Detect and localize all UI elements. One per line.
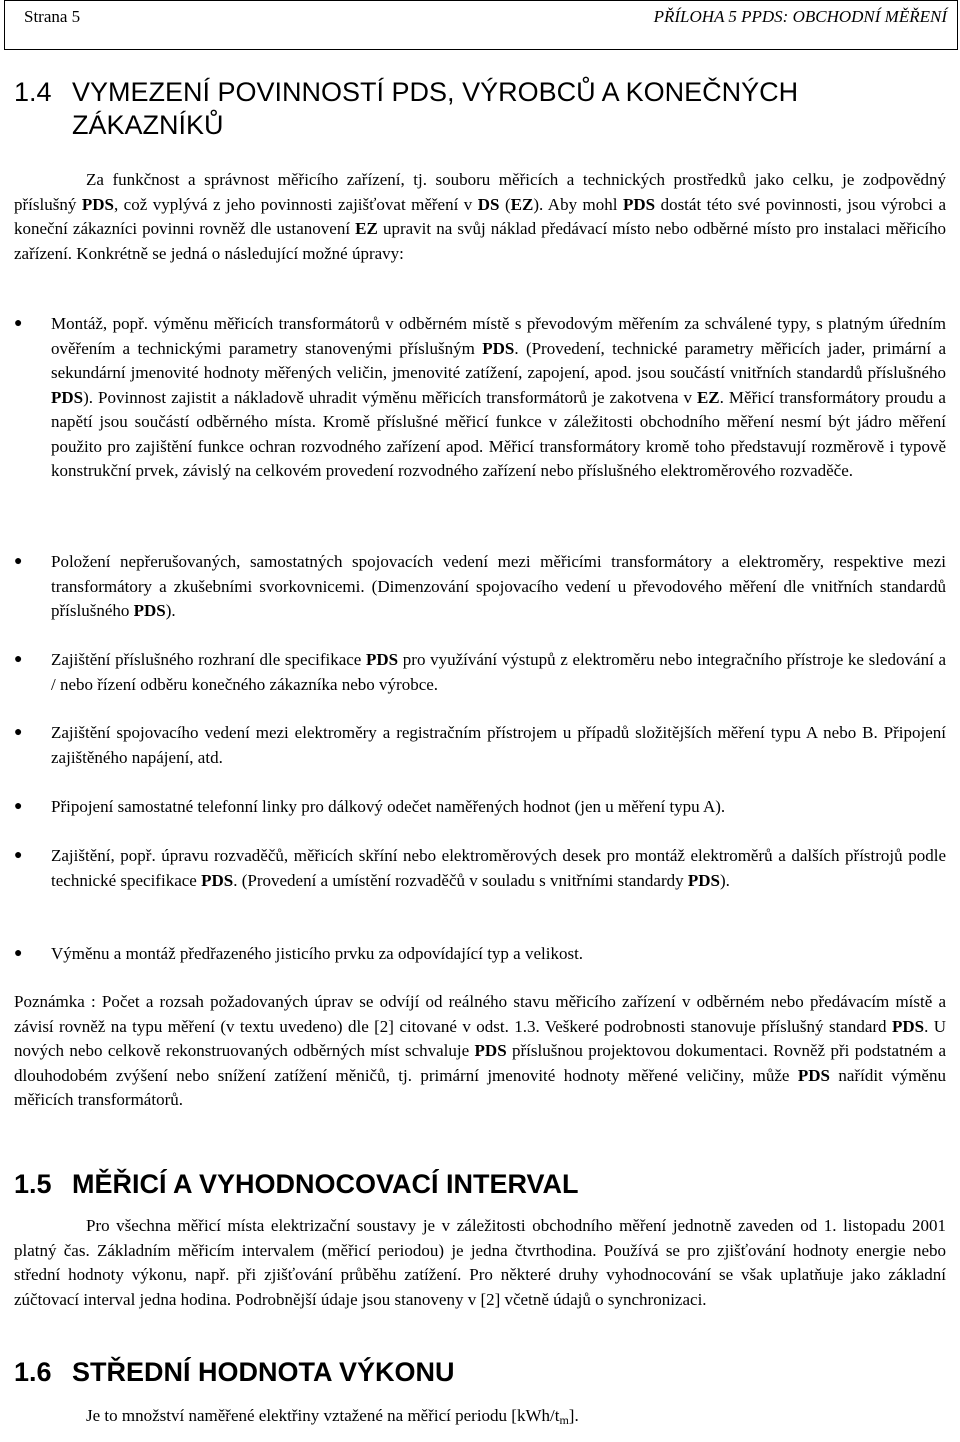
bullet-icon: ● <box>14 652 23 667</box>
section-1-4-note: Poznámka : Počet a rozsah požadovaných úprav se odvíjí od reálného stavu měřicího zařízení v odběrném nebo předávacím místě a závisí rovněž na typu měření (v textu uvedeno) dle [2] citované v odst. 1.3. Veškeré podrobnosti stanovuje příslušný standard PDS. U nových nebo celkově rekonstruovaných odběrných míst schvaluje PDS příslušnou projektovou dokumentaci. Rovněž při podstatném a dlouhodobém zvýšení nebo snížení zatížení měničů, tj. primární jmenovité hodnoty měřené veličiny, může PDS nařídit výměnu měřicích transformátorů. <box>14 992 947 1109</box>
page-number: Strana 5 <box>24 7 81 26</box>
bullet-icon: ● <box>14 848 23 863</box>
list-item: ● Připojení samostatné telefonní linky pro dálkový odečet naměřených hodnot (jen u měření typu A). <box>14 795 946 820</box>
bullet-icon: ● <box>14 316 23 331</box>
section-number: 1.4 <box>14 77 52 107</box>
section-title-text: MĚŘICÍ A VYHODNOCOVACÍ INTERVAL <box>72 1169 579 1199</box>
section-1-6-text: Je to množství naměřené elektřiny vztažené na měřicí periodu $[kWh/t_m]$. <box>86 1406 579 1427</box>
section-number: 1.6 <box>14 1357 52 1387</box>
page-header <box>4 0 958 50</box>
list-item: ● Zajištění příslušného rozhraní dle specifikace PDS pro využívání výstupů z elektroměru nebo integračního přístroje ke sledování a / nebo řízení odběru konečného zákazníka nebo výrobce. <box>14 650 946 694</box>
section-1-4-intro: Za funkčnost a správnost měřicího zařízení, tj. souboru měřicích a technických prostředků jako celku, je zodpovědný příslušný PDS, což vyplývá z jeho povinnosti zajišťovat měření v DS (EZ). Aby mohl PDS dostát této své povinnosti, jsou výrobci a koneční zákazníci povinni rovněž dle ustanovení EZ upravit na svůj náklad předávací místo nebo odběrné místo pro instalaci měřicího zařízení. Konkrétně se jedná o následující možné úpravy: <box>14 170 947 263</box>
section-1-5-text: Pro všechna měřicí místa elektrizační soustavy je v záležitosti obchodního měření jednotně zaveden od 1. listopadu 2001 platný čas. Základním měřicím intervalem (měřicí periodou) je jedna čtvrthodina. Používá se pro zjišťování hodnoty energie nebo střední hodnoty výkonu, např. při zjišťování průběhu zatížení. Pro některé druhy vyhodnocování se však uplatňuje jako základní zúčtovací interval jedna hodina. Podrobnější údaje jsou stanoveny v [2] včetně údajů o synchronizaci. <box>14 1216 946 1309</box>
section-title-text: STŘEDNÍ HODNOTA VÝKONU <box>72 1357 455 1387</box>
bullet-icon: ● <box>14 725 23 740</box>
bullet-icon: ● <box>14 799 23 814</box>
list-item: ● Zajištění, popř. úpravu rozvaděčů, měřicích skříní nebo elektroměrových desek pro montáž elektroměrů a dalších přístrojů podle technické specifikace PDS. (Provedení a umístění rozvaděčů v souladu s vnitřními standardy PDS). <box>14 846 946 890</box>
document-title: PŘÍLOHA 5 PPDS: OBCHODNÍ MĚŘENÍ <box>653 7 947 26</box>
list-item: ● Položení nepřerušovaných, samostatných spojovacích vedení mezi měřicími transformátory a elektroměry, respektive mezi transformátory a zkušebními svorkovnicemi. (Dimenzování spojovacího vedení u převodového měření dle vnitřních standardů příslušného PDS). <box>14 552 946 620</box>
bullet-icon: ● <box>14 554 23 569</box>
section-title-line1: VYMEZENÍ POVINNOSTÍ PDS, VÝROBCŮ A KONEČNÝCH <box>72 77 799 107</box>
section-1-4-title <box>14 76 798 142</box>
section-1-6-title <box>14 1356 455 1389</box>
section-number: 1.5 <box>14 1169 52 1199</box>
list-item: ● Výměnu a montáž předřazeného jisticího prvku za odpovídající typ a velikost. <box>14 942 946 967</box>
list-item: ● Montáž, popř. výměnu měřicích transformátorů v odběrném místě s převodovým měřením za schválené typy, s platným úředním ověřením a technickými parametry stanovenými příslušným PDS. (Provedení, technické parametry měřicích jader, primární a sekundární jmenovité hodnoty měřených veličin, jmenovité zatížení, zapojení, apod. jsou součástí vnitřních standardů příslušného PDS). Povinnost zajistit a nákladově uhradit výměnu měřicích transformátorů je zakotvena v EZ. Měřicí transformátory proudu a napětí jsou součástí odběrného místa. Kromě příslušné měřicí funkce v záležitosti obchodního měření nesmí být jádro měření použito pro zajištění funkce ochran rozvodného zařízení apod. Měřicí transformátory kromě toho představují rozměrově i typově konstrukční prvek, závislý na celkovém provedení rozvodného zařízení nebo příslušného elektroměrového rozvaděče. <box>14 314 947 480</box>
section-1-5-title <box>14 1168 579 1201</box>
bullet-icon: ● <box>14 946 23 961</box>
list-item: ● Zajištění spojovacího vedení mezi elektroměry a registračním přístrojem u případů složitějších měření typu A nebo B. Připojení zajištěného napájení, atd. <box>14 723 946 767</box>
section-title-line2: ZÁKAZNÍKŮ <box>72 110 224 140</box>
